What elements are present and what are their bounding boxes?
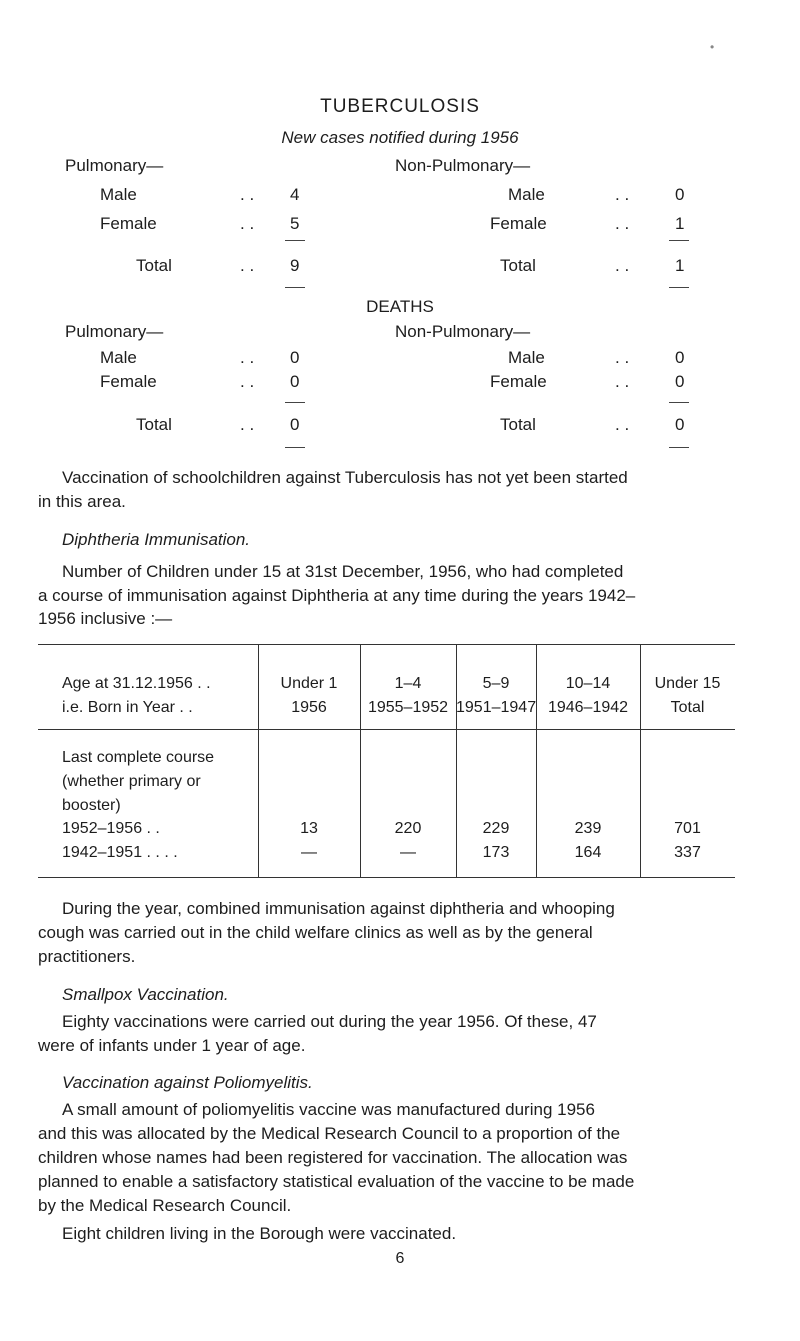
new-pulm-total-value: 9: [290, 256, 300, 275]
rule: [285, 402, 305, 403]
header-born-1951-1947: 1951–1947: [456, 699, 537, 716]
new-nonpulm-female-value: 1: [675, 214, 685, 233]
new-pulm-female-value: 5: [290, 214, 300, 233]
header-10-14: 10–14: [565, 675, 611, 692]
leader-dots: . .: [240, 256, 255, 275]
table-cell: —: [400, 844, 416, 861]
deaths-pulm-male-label: Male: [100, 348, 137, 367]
polio-heading: Vaccination against Poliomyelitis.: [62, 1073, 313, 1092]
leader-dots: . .: [615, 185, 630, 204]
table-cell: 229: [482, 820, 510, 837]
rule: [669, 240, 689, 241]
table-cell: 220: [394, 820, 422, 837]
leader-dots: . .: [240, 185, 255, 204]
leader-dots: . .: [615, 348, 630, 367]
polio-line4: planned to enable a satisfactory statistical evaluation of the vaccine to be made: [38, 1172, 635, 1191]
new-pulm-female-label: Female: [100, 214, 157, 233]
polio-line3: children whose names had been registered for vaccination. The allocation was: [38, 1148, 628, 1167]
deaths-pulm-total-value: 0: [290, 415, 300, 434]
rule: [285, 240, 305, 241]
new-non-pulmonary-label: Non-Pulmonary—: [395, 156, 531, 175]
leader-dots: . .: [240, 372, 255, 391]
new-nonpulm-total-value: 1: [675, 256, 685, 275]
header-under1: Under 1: [280, 675, 338, 692]
smallpox-line1: Eighty vaccinations were carried out during the year 1956. Of these, 47: [62, 1012, 597, 1031]
leader-dots: . .: [240, 348, 255, 367]
page-subtitle: New cases notified during 1956: [281, 128, 519, 147]
new-nonpulm-male-value: 0: [675, 185, 685, 204]
rule: [669, 287, 689, 288]
smallpox-heading: Smallpox Vaccination.: [62, 985, 229, 1004]
polio-line2: and this was allocated by the Medical Research Council to a proportion of the: [38, 1124, 621, 1143]
deaths-nonpulm-male-label: Male: [508, 348, 545, 367]
new-pulm-male-label: Male: [100, 185, 137, 204]
deaths-nonpulm-total-value: 0: [675, 415, 685, 434]
deaths-nonpulm-male-value: 0: [675, 348, 685, 367]
diphtheria-heading: Diphtheria Immunisation.: [62, 530, 251, 549]
whooping-line2: cough was carried out in the child welfare clinics as well as by the general: [38, 923, 593, 942]
table-cell: 13: [300, 820, 318, 837]
rule: [285, 447, 305, 448]
page-corner-mark: •: [710, 40, 715, 54]
leader-dots: . .: [615, 214, 630, 233]
header-under15: Under 15: [654, 675, 721, 692]
table-top-rule: [38, 644, 735, 645]
table-bottom-rule: [38, 877, 735, 878]
new-nonpulm-male-label: Male: [508, 185, 545, 204]
page-number: 6: [395, 1250, 405, 1267]
rule: [285, 287, 305, 288]
whooping-line1: During the year, combined immunisation against diphtheria and whooping: [62, 899, 615, 918]
new-pulm-total-label: Total: [136, 256, 172, 275]
table-cell: 239: [574, 820, 602, 837]
row-label-line1: Last complete course: [62, 749, 215, 766]
deaths-nonpulm-total-label: Total: [500, 415, 536, 434]
header-born-1955-1952: 1955–1952: [367, 699, 449, 716]
polio-line5: by the Medical Research Council.: [38, 1196, 292, 1215]
table-cell: 701: [674, 820, 701, 837]
table-header-rule: [38, 729, 735, 730]
header-5-9: 5–9: [482, 675, 510, 692]
rule: [669, 402, 689, 403]
header-born-1946-1942: 1946–1942: [547, 699, 629, 716]
leader-dots: . .: [615, 372, 630, 391]
deaths-non-pulmonary-label: Non-Pulmonary—: [395, 322, 531, 341]
new-pulm-male-value: 4: [290, 185, 300, 204]
table-row-label: 1942–1951 . . . .: [62, 844, 178, 861]
new-nonpulm-total-label: Total: [500, 256, 536, 275]
vaccination-note-line1: Vaccination of schoolchildren against Tuberculosis has not yet been started: [62, 468, 628, 487]
rule: [669, 447, 689, 448]
smallpox-line2: were of infants under 1 year of age.: [38, 1036, 306, 1055]
header-1-4: 1–4: [394, 675, 422, 692]
deaths-nonpulm-female-value: 0: [675, 372, 685, 391]
diphtheria-para-line2: a course of immunisation against Diphtheria at any time during the years 1942–: [38, 586, 636, 605]
table-row-label: 1952–1956 . .: [62, 820, 160, 837]
header-born-1956: 1956: [291, 699, 327, 716]
deaths-pulm-female-value: 0: [290, 372, 300, 391]
table-cell: —: [301, 844, 317, 861]
deaths-pulm-male-value: 0: [290, 348, 300, 367]
polio-line1: A small amount of poliomyelitis vaccine was manufactured during 1956: [62, 1100, 595, 1119]
leader-dots: . .: [615, 256, 630, 275]
vaccination-note-line2: in this area.: [38, 492, 126, 511]
leader-dots: . .: [240, 415, 255, 434]
deaths-pulm-female-label: Female: [100, 372, 157, 391]
leader-dots: . .: [615, 415, 630, 434]
row-label-line3: booster): [62, 797, 121, 814]
diphtheria-para-line3: 1956 inclusive :—: [38, 609, 173, 628]
header-born-label: i.e. Born in Year . .: [62, 699, 193, 716]
diphtheria-para-line1: Number of Children under 15 at 31st December, 1956, who had completed: [62, 562, 624, 581]
deaths-pulm-total-label: Total: [136, 415, 172, 434]
new-nonpulm-female-label: Female: [490, 214, 547, 233]
new-pulmonary-label: Pulmonary—: [65, 156, 164, 175]
polio-line6: Eight children living in the Borough were vaccinated.: [62, 1224, 457, 1243]
header-total: Total: [670, 699, 705, 716]
row-label-line2: (whether primary or: [62, 773, 201, 790]
deaths-nonpulm-female-label: Female: [490, 372, 547, 391]
leader-dots: . .: [240, 214, 255, 233]
table-cell: 173: [482, 844, 510, 861]
whooping-line3: practitioners.: [38, 947, 136, 966]
deaths-heading: DEATHS: [366, 297, 434, 316]
table-cell: 164: [574, 844, 602, 861]
page-title: TUBERCULOSIS: [320, 96, 480, 117]
header-age-label: Age at 31.12.1956 . .: [62, 675, 211, 692]
deaths-pulmonary-label: Pulmonary—: [65, 322, 164, 341]
table-cell: 337: [674, 844, 701, 861]
